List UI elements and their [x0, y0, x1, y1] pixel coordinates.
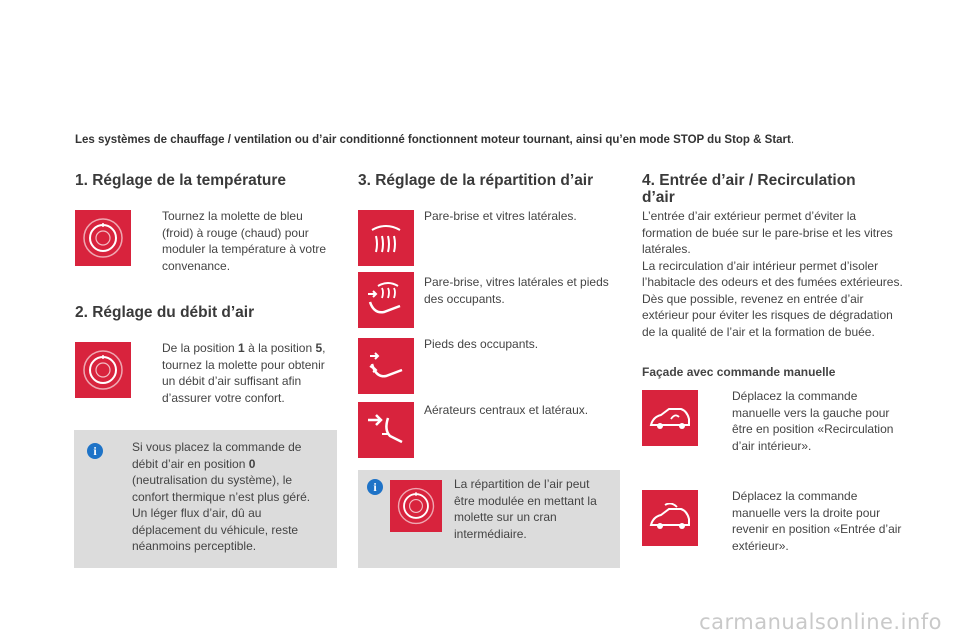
section2-text — [162, 340, 338, 406]
intro-text: Les systèmes de chauffage / ventilation ou d’air conditionné fonctionnent moteur tournant, ainsi qu’en mode — [75, 134, 674, 146]
section1-text: Tournez la molette de bleu (froid) à rouge (chaud) pour moduler la température à votre convenance. — [162, 209, 327, 273]
distribution-item-1: Pare-brise et vitres latérales. — [424, 209, 577, 223]
windscreen-feet-icon — [358, 272, 414, 328]
section4-title: 4. Entrée d’air / Recirculation d’air — [642, 172, 856, 206]
info-airflow-text-a: Si vous placez la commande de débit d’air en position — [132, 440, 302, 471]
info-box-airflow — [74, 430, 337, 568]
face-vents-icon — [358, 402, 414, 458]
info-icon: i — [367, 479, 383, 495]
distribution-item-2: Pare-brise, vitres latérales et pieds des occupants. — [424, 275, 609, 306]
fresh-air-text: Déplacez la commande manuelle vers la droite pour revenir en position «Entrée d’air extérieur». — [732, 489, 902, 553]
section2-text-c: , tournez la molette pour obtenir un débit d’air suffisant afin d’assurer votre confort. — [162, 341, 326, 405]
section2-title: 2. Réglage du débit d’air — [75, 304, 255, 321]
section2-text-b: à la position — [244, 341, 316, 355]
section4-body: L’entrée d’air extérieur permet d’éviter la formation de buée sur le pare-brise et les vitres latérales. La recirculation d’air intérieur permet d’isoler l’habitacle des odeurs et des fumées extérieures. Dès que possible, revenez en entrée d’air extérieur pour éviter les risques de dégradation de la qualité de l’air et la formation de buée. — [642, 209, 903, 339]
info-airflow-text-b: (neutralisation du système), le confort thermique n’est plus géré. Un léger flux d’air, dû au déplacement du véhicule, reste néanmoins perceptible. — [132, 473, 311, 553]
distribution-item-3: Pieds des occupants. — [424, 337, 539, 351]
watermark: carmanualsonline.info — [699, 610, 942, 634]
position-5: 5 — [315, 341, 323, 355]
info-distribution-text: La répartition de l’air peut être modulée en mettant la molette sur un cran intermédiaire. — [454, 477, 597, 541]
intro-line — [75, 134, 895, 146]
info-box-distribution — [358, 470, 620, 568]
fresh-air-icon — [642, 490, 698, 546]
recirculation-text: Déplacez la commande manuelle vers la gauche pour être en position «Recirculation d’air intérieur». — [732, 389, 894, 453]
section1-title: 1. Réglage de la température — [75, 172, 287, 189]
position-1: 1 — [238, 341, 245, 355]
distribution-knob-icon — [390, 480, 442, 532]
intro-end: . — [790, 134, 795, 146]
temperature-knob-icon — [75, 210, 131, 266]
distribution-item-4: Aérateurs centraux et latéraux. — [424, 403, 589, 417]
intro-mode: STOP du Stop & Start — [673, 134, 791, 146]
info-airflow-text — [132, 439, 312, 555]
info-icon: i — [87, 443, 103, 459]
recirculation-icon — [642, 390, 698, 446]
position-0: 0 — [248, 456, 256, 471]
section2-text-a: De la position — [162, 341, 239, 355]
feet-only-icon — [358, 338, 414, 394]
manual-control-subtitle: Façade avec commande manuelle — [642, 365, 836, 379]
section3-title: 3. Réglage de la répartition d’air — [358, 172, 594, 189]
windscreen-demist-icon — [358, 210, 414, 266]
fan-speed-knob-icon — [75, 342, 131, 398]
